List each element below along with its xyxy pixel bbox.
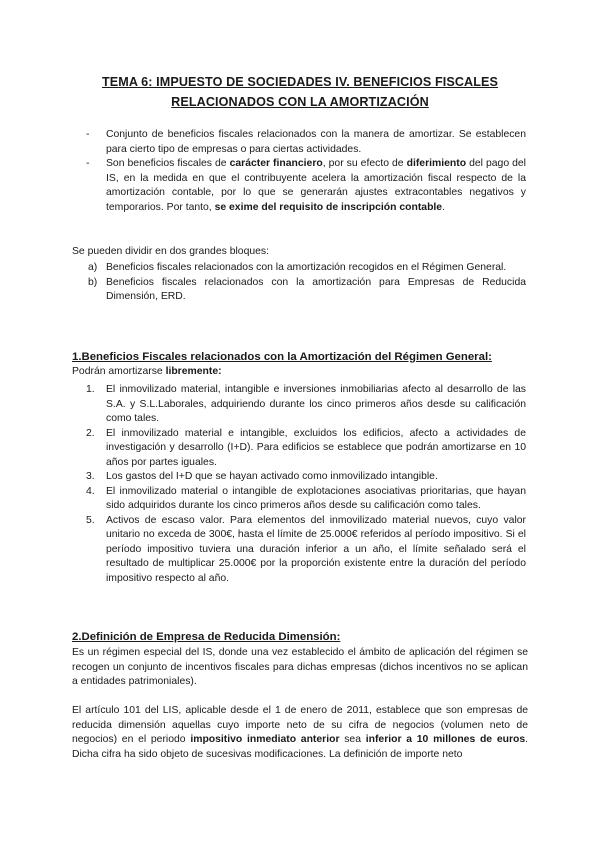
section-2-paragraph-2 [72,704,528,762]
list-item [86,427,526,471]
text-run: , por su efecto de [322,158,407,169]
text-run: del pago del IS, en la medida en que el contribuyente acelera la amortización fiscal respecto de la amortización contable, por lo que se generarán ajustes extracontables negativos y temporarios. Por tanto, [106,158,526,213]
text-run: . Dicha cifra ha sido objeto de sucesivas modificaciones. La definición de importe neto [72,734,528,760]
list-item-text: El inmovilizado material o intangible de explotaciones asociativas prioritarias, que hayan sido adquiridos durante los cinco primeros años desde su calificación como tales. [106,485,526,511]
section-2-paragraph-1: Es un régimen especial del IS, donde una vez establecido el ámbito de aplicación del régimen se recogen un conjunto de incentivos fiscales para dichas empresas (dichos incentivos no se aplican a entidades patrimoniales). [72,647,528,687]
page-title [60,72,540,112]
bold-run: carácter financiero [229,158,323,169]
list-item [86,470,526,485]
block-item-b [86,276,526,305]
list-marker: 3. [86,471,95,482]
block-item-a [86,261,526,276]
text-run: . [442,201,445,213]
block-item-text: Beneficios fiscales relacionados con la amortización para Empresas de Reducida Dimensión, ERD. [106,276,526,302]
list-item [86,485,526,514]
list-item-text: El inmovilizado material e intangible, excluidos los edificios, afecto a actividades de investigación y desarrollo (I+D). Para edificios se establece que podrán amortizarse en 10 años por partes iguales. [106,427,526,468]
bold-run: inferior a 10 millones de euros [365,734,526,745]
list-marker: a) [88,262,98,273]
blocks-list [86,261,526,305]
list-item-text: El inmovilizado material, intangible e inversiones inmobiliarias afecto al desarrollo de las S.A. y S.L.Laborales, adquiriendo durante los cinco primeros años desde su calificación como tales. [106,384,526,424]
section-1-list [86,383,526,586]
section-1-lead [72,365,528,380]
list-marker: 4. [86,485,95,497]
blocks-intro: Se pueden dividir en dos grandes bloques: [72,246,269,257]
list-item [86,514,526,587]
block-item-text: Beneficios fiscales relacionados con la amortización recogidos en el Régimen General. [106,262,507,273]
section-1-heading: 1.Beneficios Fiscales relacionados con la Amortización del Régimen General: [72,351,492,363]
section-2-heading: 2.Definición de Empresa de Reducida Dimensión: [72,631,341,643]
bold-run: diferimiento [406,158,467,169]
list-marker: b) [88,276,98,288]
bold-run: se exime del requisito de inscripción contable [214,201,443,213]
text-run: Podrán amortizarse [72,366,166,377]
intro-bullet-list [86,128,526,215]
text-run: El artículo 101 del LIS, aplicable desde el 1 de enero de 2011, establece que son empresas de reducida dimensión aquellas cuyo importe neto de su cifra de negocios (volumen neto de negocios) en el periodo [72,705,528,745]
bold-run: impositivo inmediato anterior [190,734,340,745]
bold-run: libremente: [165,366,222,377]
list-marker: 5. [86,514,95,526]
text-run: sea [339,734,366,745]
title-line-1: TEMA 6: IMPUESTO DE SOCIEDADES IV. BENEFICIOS FISCALES [101,75,499,89]
intro-bullet-1: - Conjunto de beneficios fiscales relacionados con la manera de amortizar. Se establecen para cierto tipo de empresas o para ciertas actividades. [86,128,526,157]
title-line-2: RELACIONADOS CON LA AMORTIZACIÓN [171,95,429,109]
text-run: Son beneficios fiscales de [106,158,230,169]
list-item-text: Los gastos del I+D que se hayan activado como inmovilizado intangible. [106,471,438,482]
list-marker: 1. [86,384,95,395]
list-marker: 2. [86,427,95,439]
intro-bullet-2 [86,157,526,215]
list-item-text: Activos de escaso valor. Para elementos del inmovilizado material nuevos, cuyo valor unitario no exceda de 300€, hasta el límite de 25.000€ referidos al período impositivo. Si el período impositivo tuviera una duración inferior a un año, el límite señalado será el resultado de multiplicar 25.000€ por la proporción existente entre la duración del período impositivo respecto al año. [106,514,526,584]
list-item [86,383,526,427]
